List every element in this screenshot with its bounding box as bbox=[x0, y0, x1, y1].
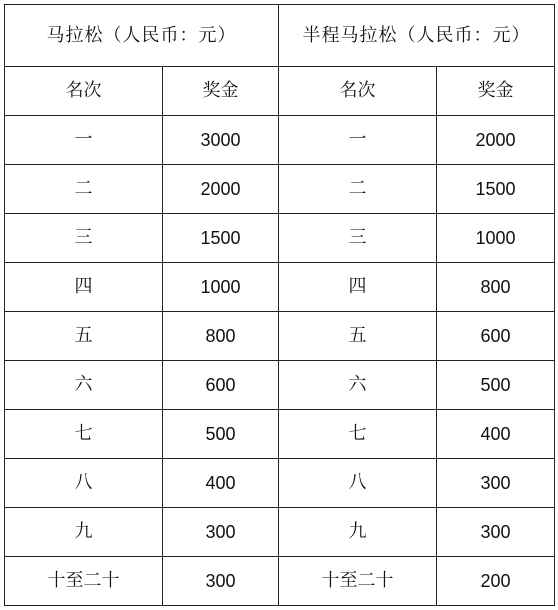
marathon-prize-header: 奖金 bbox=[163, 67, 279, 116]
column-header-row bbox=[5, 67, 555, 116]
marathon-prize-cell: 400 bbox=[163, 459, 279, 508]
half-marathon-rank-cell: 五 bbox=[279, 312, 437, 361]
marathon-rank-cell: 五 bbox=[5, 312, 163, 361]
marathon-prize-cell: 3000 bbox=[163, 116, 279, 165]
half-marathon-rank-cell: 四 bbox=[279, 263, 437, 312]
marathon-rank-cell: 八 bbox=[5, 459, 163, 508]
marathon-rank-cell: 二 bbox=[5, 165, 163, 214]
marathon-rank-cell: 六 bbox=[5, 361, 163, 410]
marathon-prize-cell: 2000 bbox=[163, 165, 279, 214]
marathon-rank-header: 名次 bbox=[5, 67, 163, 116]
half-marathon-prize-cell: 600 bbox=[437, 312, 555, 361]
table-row bbox=[5, 557, 555, 606]
half-marathon-rank-cell: 一 bbox=[279, 116, 437, 165]
half-marathon-prize-cell: 200 bbox=[437, 557, 555, 606]
half-marathon-prize-cell: 400 bbox=[437, 410, 555, 459]
half-marathon-rank-cell: 二 bbox=[279, 165, 437, 214]
half-marathon-rank-cell: 七 bbox=[279, 410, 437, 459]
marathon-prize-cell: 1000 bbox=[163, 263, 279, 312]
table-row bbox=[5, 508, 555, 557]
table-row bbox=[5, 165, 555, 214]
group-title-row bbox=[5, 5, 555, 67]
marathon-rank-cell: 九 bbox=[5, 508, 163, 557]
marathon-prize-cell: 300 bbox=[163, 557, 279, 606]
marathon-rank-cell: 十至二十 bbox=[5, 557, 163, 606]
marathon-rank-cell: 一 bbox=[5, 116, 163, 165]
marathon-prize-cell: 800 bbox=[163, 312, 279, 361]
half-marathon-rank-cell: 十至二十 bbox=[279, 557, 437, 606]
marathon-rank-cell: 三 bbox=[5, 214, 163, 263]
half-marathon-rank-cell: 八 bbox=[279, 459, 437, 508]
marathon-prize-cell: 500 bbox=[163, 410, 279, 459]
marathon-rank-cell: 七 bbox=[5, 410, 163, 459]
half-marathon-prize-cell: 500 bbox=[437, 361, 555, 410]
table-row bbox=[5, 263, 555, 312]
half-marathon-prize-cell: 1500 bbox=[437, 165, 555, 214]
table-row bbox=[5, 361, 555, 410]
marathon-prize-cell: 300 bbox=[163, 508, 279, 557]
prize-table bbox=[4, 4, 555, 606]
half-marathon-rank-cell: 六 bbox=[279, 361, 437, 410]
table-row bbox=[5, 214, 555, 263]
half-marathon-rank-cell: 三 bbox=[279, 214, 437, 263]
half-marathon-rank-cell: 九 bbox=[279, 508, 437, 557]
half-marathon-prize-cell: 300 bbox=[437, 459, 555, 508]
marathon-prize-cell: 1500 bbox=[163, 214, 279, 263]
table-row bbox=[5, 116, 555, 165]
marathon-prize-cell: 600 bbox=[163, 361, 279, 410]
marathon-rank-cell: 四 bbox=[5, 263, 163, 312]
half-marathon-prize-header: 奖金 bbox=[437, 67, 555, 116]
half-marathon-prize-cell: 2000 bbox=[437, 116, 555, 165]
half-marathon-group-title: 半程马拉松（人民币：元） bbox=[279, 5, 555, 67]
table-row bbox=[5, 410, 555, 459]
prize-table-container bbox=[4, 4, 554, 606]
table-row bbox=[5, 312, 555, 361]
table-row bbox=[5, 459, 555, 508]
half-marathon-rank-header: 名次 bbox=[279, 67, 437, 116]
half-marathon-prize-cell: 300 bbox=[437, 508, 555, 557]
half-marathon-prize-cell: 1000 bbox=[437, 214, 555, 263]
marathon-group-title: 马拉松（人民币：元） bbox=[5, 5, 279, 67]
half-marathon-prize-cell: 800 bbox=[437, 263, 555, 312]
